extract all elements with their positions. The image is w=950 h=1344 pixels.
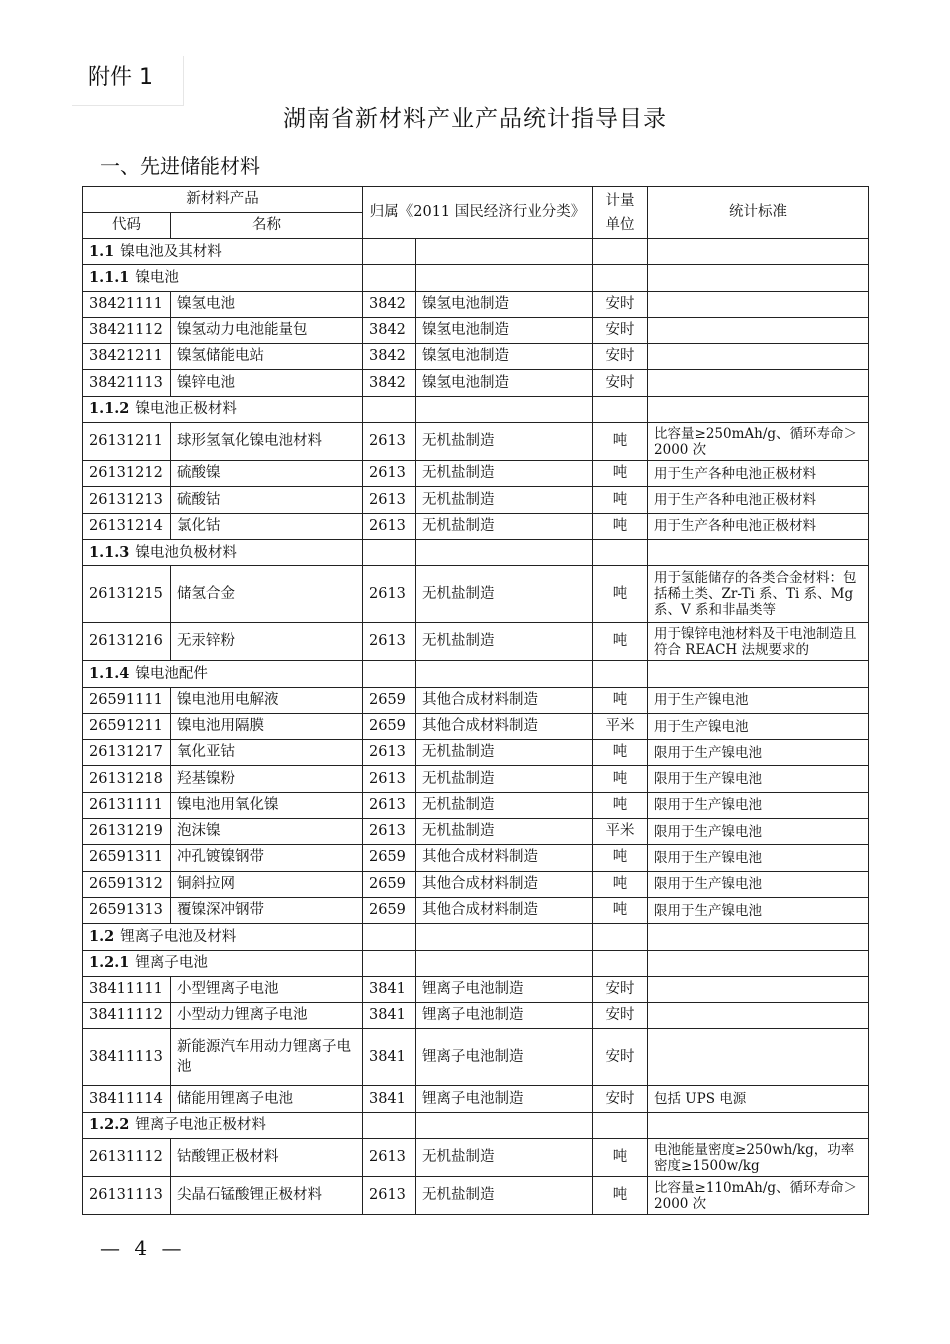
group-row — [83, 539, 869, 565]
header-classification: 归属《2011 国民经济行业分类》 — [363, 187, 593, 239]
page-title: 湖南省新材料产业产品统计指导目录 — [283, 106, 667, 132]
product-code: 26131216 — [83, 623, 171, 661]
classification-name: 镍氢电池制造 — [416, 317, 593, 343]
unit: 吨 — [593, 423, 648, 461]
unit: 安时 — [593, 344, 648, 370]
table-row — [83, 344, 869, 370]
group-empty-cell — [648, 1112, 869, 1138]
group-title-cell — [83, 265, 363, 291]
table-row — [83, 1177, 869, 1215]
group-empty-cell — [648, 539, 869, 565]
standard: 限用于生产镍电池 — [648, 766, 869, 792]
classification-code: 2613 — [363, 623, 416, 661]
attachment-label: 附件 1 — [72, 56, 184, 106]
unit: 吨 — [593, 513, 648, 539]
product-code: 26591111 — [83, 687, 171, 713]
group-row — [83, 924, 869, 950]
classification-name: 无机盐制造 — [416, 513, 593, 539]
table-header-row — [83, 187, 869, 213]
group-row — [83, 661, 869, 687]
unit: 吨 — [593, 687, 648, 713]
group-empty-cell — [648, 950, 869, 976]
product-name: 镍电池用电解液 — [171, 687, 363, 713]
group-empty-cell — [416, 924, 593, 950]
product-name: 尖晶石锰酸锂正极材料 — [171, 1177, 363, 1215]
classification-code: 2613 — [363, 766, 416, 792]
table-row — [83, 487, 869, 513]
classification-name: 无机盐制造 — [416, 819, 593, 845]
group-label: 镍电池负极材料 — [135, 544, 237, 561]
group-empty-cell — [648, 661, 869, 687]
classification-name: 无机盐制造 — [416, 740, 593, 766]
standard: 限用于生产镍电池 — [648, 845, 869, 871]
group-empty-cell — [363, 1112, 416, 1138]
group-title-cell — [83, 924, 363, 950]
classification-code: 3842 — [363, 317, 416, 343]
product-code: 38421113 — [83, 370, 171, 396]
group-empty-cell — [593, 239, 648, 265]
classification-name: 镍氢电池制造 — [416, 370, 593, 396]
classification-code: 2659 — [363, 897, 416, 923]
group-row — [83, 239, 869, 265]
group-empty-cell — [648, 239, 869, 265]
unit: 吨 — [593, 487, 648, 513]
group-title-cell — [83, 1112, 363, 1138]
classification-name: 其他合成材料制造 — [416, 897, 593, 923]
group-empty-cell — [593, 950, 648, 976]
page-number: — 4 — — [100, 1236, 186, 1260]
group-number: 1.2.1 — [89, 954, 130, 972]
standard: 用于氢能储存的各类合金材料：包括稀土类、Zr-Ti 系、Ti 系、Mg 系、V 系和非晶类等 — [648, 566, 869, 623]
classification-name: 无机盐制造 — [416, 792, 593, 818]
group-empty-cell — [363, 239, 416, 265]
product-code: 26131111 — [83, 792, 171, 818]
product-name: 储氢合金 — [171, 566, 363, 623]
product-name: 小型动力锂离子电池 — [171, 1003, 363, 1029]
table-row — [83, 687, 869, 713]
product-name: 氧化亚钴 — [171, 740, 363, 766]
group-empty-cell — [593, 1112, 648, 1138]
unit: 吨 — [593, 871, 648, 897]
group-empty-cell — [416, 1112, 593, 1138]
standard — [648, 317, 869, 343]
product-name: 硫酸钴 — [171, 487, 363, 513]
group-empty-cell — [648, 396, 869, 422]
standard — [648, 344, 869, 370]
group-title-cell — [83, 239, 363, 265]
classification-name: 无机盐制造 — [416, 461, 593, 487]
unit: 平米 — [593, 819, 648, 845]
header-unit — [593, 187, 648, 239]
product-code: 38411114 — [83, 1086, 171, 1112]
group-label: 镍电池配件 — [135, 665, 208, 682]
classification-name: 无机盐制造 — [416, 766, 593, 792]
classification-code: 2613 — [363, 566, 416, 623]
classification-name: 锂离子电池制造 — [416, 1003, 593, 1029]
classification-code: 3841 — [363, 976, 416, 1002]
product-code: 26131215 — [83, 566, 171, 623]
unit: 吨 — [593, 623, 648, 661]
classification-code: 2613 — [363, 423, 416, 461]
table-row — [83, 871, 869, 897]
group-label: 镍电池正极材料 — [135, 401, 237, 418]
group-empty-cell — [593, 661, 648, 687]
group-empty-cell — [363, 950, 416, 976]
group-empty-cell — [648, 265, 869, 291]
classification-code: 2613 — [363, 819, 416, 845]
product-name: 氯化钴 — [171, 513, 363, 539]
table-row — [83, 897, 869, 923]
classification-code: 2613 — [363, 1177, 416, 1215]
classification-name: 无机盐制造 — [416, 423, 593, 461]
product-code: 26591211 — [83, 713, 171, 739]
group-number: 1.1 — [89, 242, 115, 260]
group-number: 1.1.1 — [89, 268, 130, 286]
classification-code: 3842 — [363, 370, 416, 396]
header-code: 代码 — [83, 213, 171, 239]
standard — [648, 291, 869, 317]
standard: 限用于生产镍电池 — [648, 871, 869, 897]
product-code: 26591313 — [83, 897, 171, 923]
classification-code: 2613 — [363, 792, 416, 818]
product-code: 26131218 — [83, 766, 171, 792]
group-title-cell — [83, 950, 363, 976]
group-title-cell — [83, 539, 363, 565]
unit: 吨 — [593, 566, 648, 623]
standard: 比容量≥250mAh/g、循环寿命＞2000 次 — [648, 423, 869, 461]
group-empty-cell — [363, 396, 416, 422]
header-standard: 统计标准 — [648, 187, 869, 239]
unit: 吨 — [593, 792, 648, 818]
standard: 用于生产镍电池 — [648, 687, 869, 713]
classification-code: 2613 — [363, 461, 416, 487]
group-empty-cell — [416, 396, 593, 422]
product-code: 26591311 — [83, 845, 171, 871]
table-row — [83, 976, 869, 1002]
classification-name: 其他合成材料制造 — [416, 871, 593, 897]
group-empty-cell — [416, 239, 593, 265]
standard: 限用于生产镍电池 — [648, 897, 869, 923]
group-empty-cell — [363, 265, 416, 291]
table-row — [83, 370, 869, 396]
classification-name: 其他合成材料制造 — [416, 687, 593, 713]
classification-code: 2659 — [363, 713, 416, 739]
standard — [648, 370, 869, 396]
group-number: 1.1.3 — [89, 543, 130, 561]
unit: 安时 — [593, 370, 648, 396]
group-title-cell — [83, 396, 363, 422]
header-name: 名称 — [171, 213, 363, 239]
unit: 吨 — [593, 740, 648, 766]
classification-code: 3841 — [363, 1029, 416, 1086]
standard — [648, 1029, 869, 1086]
classification-name: 无机盐制造 — [416, 623, 593, 661]
unit: 安时 — [593, 291, 648, 317]
standard: 用于镍锌电池材料及干电池制造且符合 REACH 法规要求的 — [648, 623, 869, 661]
classification-name: 其他合成材料制造 — [416, 845, 593, 871]
product-code: 26591312 — [83, 871, 171, 897]
group-number: 1.1.2 — [89, 400, 130, 418]
standard — [648, 976, 869, 1002]
classification-code: 3842 — [363, 291, 416, 317]
product-code: 26131217 — [83, 740, 171, 766]
product-name: 泡沫镍 — [171, 819, 363, 845]
classification-code: 2613 — [363, 740, 416, 766]
product-name: 镍锌电池 — [171, 370, 363, 396]
table-row — [83, 1086, 869, 1112]
group-label: 锂离子电池 — [135, 955, 208, 972]
table-row — [83, 423, 869, 461]
group-empty-cell — [363, 539, 416, 565]
classification-code: 3841 — [363, 1086, 416, 1112]
classification-name: 其他合成材料制造 — [416, 713, 593, 739]
group-title-cell — [83, 661, 363, 687]
table-row — [83, 291, 869, 317]
classification-code: 3841 — [363, 1003, 416, 1029]
table-body — [83, 239, 869, 1215]
classification-code: 3842 — [363, 344, 416, 370]
group-row — [83, 396, 869, 422]
product-name: 镍电池用隔膜 — [171, 713, 363, 739]
table-row — [83, 713, 869, 739]
unit: 平米 — [593, 713, 648, 739]
product-name: 小型锂离子电池 — [171, 976, 363, 1002]
classification-code: 2613 — [363, 487, 416, 513]
product-name: 铜斜拉网 — [171, 871, 363, 897]
product-code: 26131214 — [83, 513, 171, 539]
product-code: 38421211 — [83, 344, 171, 370]
group-empty-cell — [416, 661, 593, 687]
product-name: 镍氢动力电池能量包 — [171, 317, 363, 343]
product-code: 38411112 — [83, 1003, 171, 1029]
header-product-group: 新材料产品 — [83, 187, 363, 213]
product-code: 26131112 — [83, 1139, 171, 1177]
table-row — [83, 792, 869, 818]
standard: 电池能量密度≥250wh/kg，功率密度≥1500w/kg — [648, 1139, 869, 1177]
table-row — [83, 845, 869, 871]
group-empty-cell — [648, 924, 869, 950]
table-row — [83, 740, 869, 766]
table-row — [83, 819, 869, 845]
product-name: 羟基镍粉 — [171, 766, 363, 792]
product-code: 38411111 — [83, 976, 171, 1002]
product-name: 镍氢电池 — [171, 291, 363, 317]
classification-code: 2613 — [363, 1139, 416, 1177]
classification-name: 无机盐制造 — [416, 487, 593, 513]
group-empty-cell — [416, 950, 593, 976]
group-empty-cell — [416, 539, 593, 565]
product-name: 覆镍深冲钢带 — [171, 897, 363, 923]
group-empty-cell — [363, 924, 416, 950]
table-row — [83, 1139, 869, 1177]
classification-code: 2659 — [363, 687, 416, 713]
group-empty-cell — [593, 396, 648, 422]
product-name: 冲孔镀镍钢带 — [171, 845, 363, 871]
product-code: 26131211 — [83, 423, 171, 461]
standard: 用于生产各种电池正极材料 — [648, 513, 869, 539]
unit: 安时 — [593, 1086, 648, 1112]
group-label: 镍电池 — [135, 269, 179, 286]
unit: 吨 — [593, 1177, 648, 1215]
classification-name: 无机盐制造 — [416, 566, 593, 623]
unit: 吨 — [593, 461, 648, 487]
product-code: 38421111 — [83, 291, 171, 317]
product-name: 无汞锌粉 — [171, 623, 363, 661]
product-name: 新能源汽车用动力锂离子电池 — [171, 1029, 363, 1086]
product-code: 26131212 — [83, 461, 171, 487]
catalog-table — [82, 186, 869, 1215]
classification-name: 无机盐制造 — [416, 1139, 593, 1177]
group-row — [83, 1112, 869, 1138]
table-row — [83, 566, 869, 623]
product-name: 镍电池用氧化镍 — [171, 792, 363, 818]
classification-name: 镍氢电池制造 — [416, 344, 593, 370]
standard: 用于生产各种电池正极材料 — [648, 487, 869, 513]
section-heading: 一、先进储能材料 — [100, 154, 260, 178]
product-code: 26131113 — [83, 1177, 171, 1215]
classification-name: 锂离子电池制造 — [416, 976, 593, 1002]
group-number: 1.2.2 — [89, 1116, 130, 1134]
product-code: 38411113 — [83, 1029, 171, 1086]
group-empty-cell — [593, 924, 648, 950]
standard: 限用于生产镍电池 — [648, 740, 869, 766]
classification-name: 锂离子电池制造 — [416, 1086, 593, 1112]
standard: 用于生产镍电池 — [648, 713, 869, 739]
header-unit-line1: 计量 — [605, 192, 635, 209]
group-row — [83, 265, 869, 291]
product-name: 镍氢储能电站 — [171, 344, 363, 370]
group-label: 锂离子电池正极材料 — [135, 1117, 266, 1134]
standard — [648, 1003, 869, 1029]
classification-code: 2613 — [363, 513, 416, 539]
unit: 安时 — [593, 976, 648, 1002]
product-name: 球形氢氧化镍电池材料 — [171, 423, 363, 461]
group-empty-cell — [363, 661, 416, 687]
unit: 吨 — [593, 845, 648, 871]
standard: 包括 UPS 电源 — [648, 1086, 869, 1112]
group-label: 锂离子电池及材料 — [120, 928, 237, 945]
group-label: 镍电池及其材料 — [120, 243, 222, 260]
unit: 安时 — [593, 1029, 648, 1086]
table-row — [83, 1003, 869, 1029]
unit: 安时 — [593, 317, 648, 343]
classification-name: 锂离子电池制造 — [416, 1029, 593, 1086]
table-row — [83, 317, 869, 343]
unit: 吨 — [593, 1139, 648, 1177]
table-row — [83, 1029, 869, 1086]
unit: 吨 — [593, 766, 648, 792]
group-number: 1.2 — [89, 927, 115, 945]
standard: 比容量≥110mAh/g、循环寿命＞2000 次 — [648, 1177, 869, 1215]
table-row — [83, 513, 869, 539]
group-empty-cell — [593, 539, 648, 565]
product-code: 26131213 — [83, 487, 171, 513]
table-row — [83, 766, 869, 792]
product-name: 储能用锂离子电池 — [171, 1086, 363, 1112]
classification-name: 无机盐制造 — [416, 1177, 593, 1215]
product-code: 38421112 — [83, 317, 171, 343]
group-number: 1.1.4 — [89, 664, 130, 682]
group-empty-cell — [593, 265, 648, 291]
group-empty-cell — [416, 265, 593, 291]
unit: 吨 — [593, 897, 648, 923]
header-unit-line2: 单位 — [605, 216, 635, 233]
group-row — [83, 950, 869, 976]
unit: 安时 — [593, 1003, 648, 1029]
product-name: 钴酸锂正极材料 — [171, 1139, 363, 1177]
classification-name: 镍氢电池制造 — [416, 291, 593, 317]
table-row — [83, 461, 869, 487]
classification-code: 2659 — [363, 845, 416, 871]
product-name: 硫酸镍 — [171, 461, 363, 487]
standard: 限用于生产镍电池 — [648, 792, 869, 818]
product-code: 26131219 — [83, 819, 171, 845]
standard: 限用于生产镍电池 — [648, 819, 869, 845]
table-row — [83, 623, 869, 661]
standard: 用于生产各种电池正极材料 — [648, 461, 869, 487]
classification-code: 2659 — [363, 871, 416, 897]
